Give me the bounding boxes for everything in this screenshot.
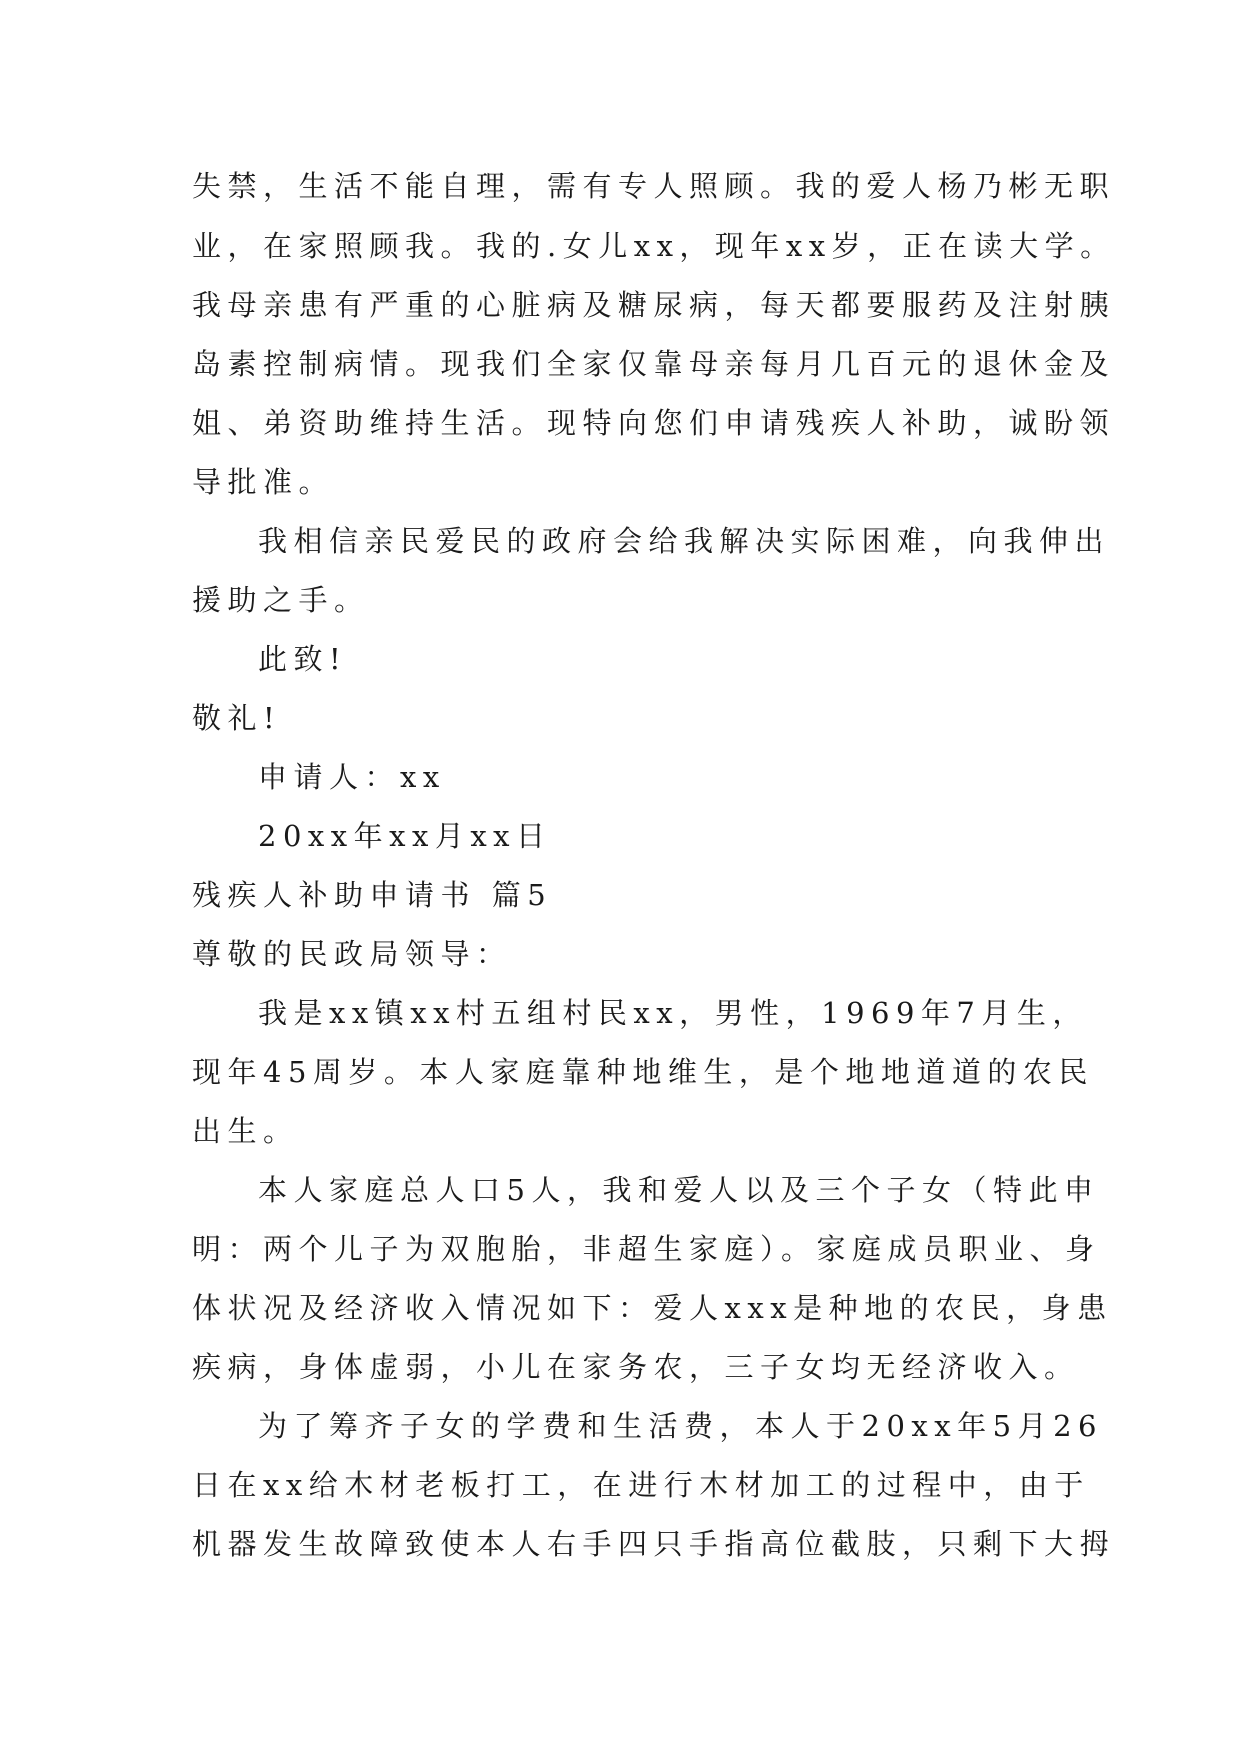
body-text-line: 岛素控制病情。现我们全家仅靠母亲每月几百元的退休金及	[192, 347, 1116, 381]
body-text-line: 援助之手。	[192, 583, 370, 617]
body-text-line: 出生。	[192, 1114, 299, 1148]
body-text-line: 我母亲患有严重的心脏病及糖尿病，每天都要服药及注射胰	[192, 288, 1116, 322]
body-text-line: 姐、弟资助维持生活。现特向您们申请残疾人补助，诚盼领	[192, 406, 1116, 440]
application-date: 20xx年xx月xx日	[258, 819, 552, 853]
body-text-line: 体状况及经济收入情况如下：爱人xxx是种地的农民，身患	[192, 1291, 1113, 1325]
closing-regards: 敬礼!	[192, 701, 282, 735]
body-text-line: 失禁，生活不能自理，需有专人照顾。我的爱人杨乃彬无职	[192, 169, 1116, 203]
body-text-line: 业，在家照顾我。我的.女儿xx，现年xx岁，正在读大学。	[192, 229, 1116, 263]
applicant-signature: 申请人：xx	[258, 760, 446, 794]
paragraph-first-line: 为了筹齐子女的学费和生活费，本人于20xx年5月26	[258, 1409, 1103, 1443]
body-text-line: 导批准。	[192, 465, 335, 499]
paragraph-first-line: 本人家庭总人口5人，我和爱人以及三个子女（特此申	[258, 1173, 1100, 1207]
body-text-line: 机器发生故障致使本人右手四只手指高位截肢，只剩下大拇	[192, 1527, 1116, 1561]
closing-salutation: 此致!	[258, 642, 348, 676]
body-text-line: 疾病，身体虚弱，小儿在家务农，三子女均无经济收入。	[192, 1350, 1080, 1384]
paragraph-first-line: 我相信亲民爱民的政府会给我解决实际困难，向我伸出	[258, 524, 1111, 558]
body-text-line: 现年45周岁。本人家庭靠种地维生，是个地地道道的农民	[192, 1055, 1094, 1089]
paragraph-first-line: 我是xx镇xx村五组村民xx，男性，1969年7月生，	[258, 996, 1088, 1030]
body-text-line: 明：两个儿子为双胞胎，非超生家庭）。家庭成员职业、身	[192, 1232, 1101, 1266]
letter-salutation: 尊敬的民政局领导：	[192, 937, 512, 971]
section-title: 残疾人补助申请书 篇5	[192, 878, 553, 912]
body-text-line: 日在xx给木材老板打工，在进行木材加工的过程中，由于	[192, 1468, 1090, 1502]
